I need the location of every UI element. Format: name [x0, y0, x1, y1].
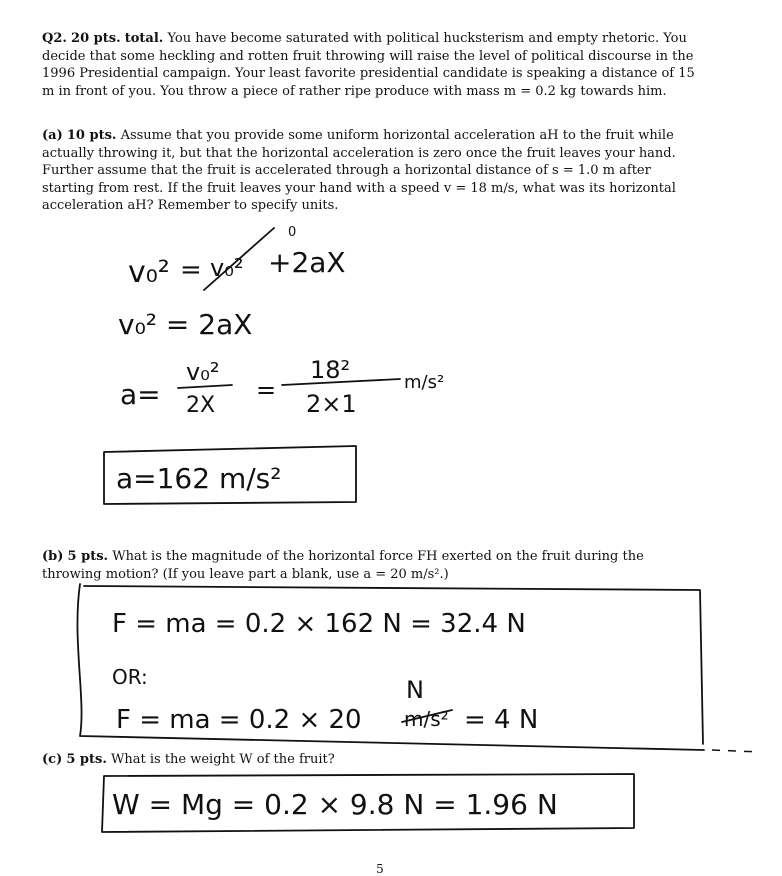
a-line2: v₀² = 2aX [118, 308, 253, 341]
b-line2-struck: m/s² [404, 707, 449, 731]
a-line1-lhs: v₀² [128, 255, 170, 290]
part-a-label: (a) [42, 128, 63, 143]
part-b-points: 5 pts. [67, 549, 109, 564]
a-line1-eq: = [180, 255, 202, 285]
b-line2-over: N [406, 676, 424, 704]
b-dashed-tail [712, 750, 760, 752]
b-or: OR: [112, 665, 148, 689]
a-line3-den2: 2×1 [306, 390, 357, 418]
a-line3-num2: 18² [310, 356, 351, 384]
page-number: 5 [376, 862, 384, 876]
part-b-text: What is the magnitude of the horizontal force FH exerted on the fruit during the throwing motion? (If you leave part a blank, use a = 20 m/s².) [42, 549, 644, 582]
b-line1: F = ma = 0.2 × 162 N = 32.4 N [112, 609, 526, 639]
a-line1-note: 0 [288, 225, 297, 240]
a-line3-eq: = [256, 376, 277, 404]
a-line3-units: m/s² [404, 372, 445, 393]
question-text: You have become saturated with political hucksterism and empty rhetoric. You decide that some heckling and rotten fruit throwing will raise the level of political discourse in the 1996 Presidential campaign. Your least favorite presidential candidate is speaking a distance of 15 m in front of you. You throw a piece of rather ripe produce with mass m = 0.2 kg towards him. [42, 31, 695, 99]
part-a-text: Assume that you provide some uniform horizontal acceleration aH to the fruit while actually throwing it, but that the horizontal acceleration is zero once the fruit leaves your hand. Further assume that the fruit is accelerated through a horizontal distance of s = 1.0 m after starting from rest. If the fruit leaves your hand with a speed v = 18 m/s, what was its horizontal acceleration aH? Remember to specify units. [42, 128, 676, 213]
a-line3-num: v₀² [186, 358, 220, 386]
b-line2-left: F = ma = 0.2 × 20 [116, 705, 362, 735]
a-line3-a: a= [120, 378, 161, 411]
part-a-points: 10 pts. [66, 128, 117, 143]
a-line3-den: 2X [186, 393, 216, 418]
a-answer: a=162 m/s² [116, 462, 282, 495]
part-c-text: What is the weight W of the fruit? [111, 752, 335, 767]
a-line1-rhs: +2aX [268, 246, 346, 279]
question-label: Q2. [42, 31, 67, 46]
b-line2-right: = 4 N [464, 705, 539, 735]
part-b-label: (b) [42, 549, 64, 564]
a-line1-struck: v₀² [210, 254, 244, 282]
c-answer: W = Mg = 0.2 × 9.8 N = 1.96 N [112, 788, 558, 821]
part-c-points: 5 pts. [66, 752, 107, 767]
part-c-label: (c) [42, 752, 63, 767]
question-total: total. [124, 31, 164, 46]
question-points: 20 pts. [71, 31, 121, 46]
